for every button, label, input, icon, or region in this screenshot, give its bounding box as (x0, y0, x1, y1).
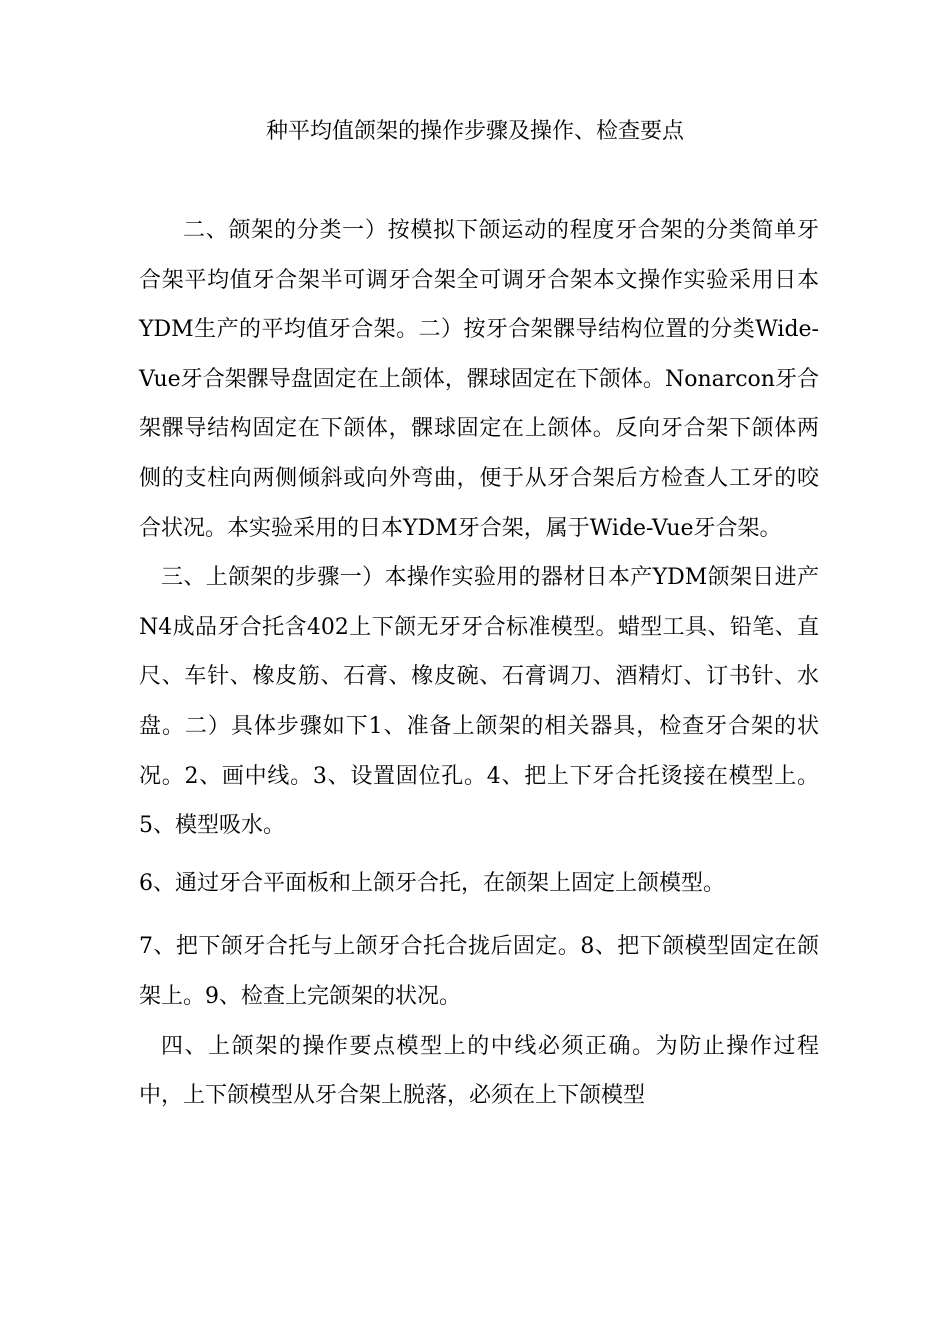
document-title: 种平均值颌架的操作步骤及操作、检查要点 (265, 119, 684, 144)
paragraph-key-points: 四、上颌架的操作要点模型上的中线必须正确。为防止操作过程中，上下颌模型从牙合架上脱落，必须在上下颌模型 (139, 1033, 819, 1109)
paragraph-step-7-9: 7、把下颌牙合托与上颌牙合托合拢后固定。8、把下颌模型固定在颌架上。9、检查上完颌架的状况。 (139, 934, 819, 1009)
paragraph-mounting-steps: 三、上颌架的步骤一）本操作实验用的器材日本产YDM颌架日进产N4成品牙合托含402上下颌无牙牙合标准模型。蜡型工具、铅笔、直尺、车针、橡皮筋、石膏、橡皮碗、石膏调刀、酒精灯、订书针、水盘。二）具体步骤如下1、准备上颌架的相关器具，检查牙合架的状况。2、画中线。3、设置固位孔。4、把上下牙合托烫接在模型上。5、模型吸水。 (139, 565, 819, 839)
paragraph-step-6: 6、通过牙合平面板和上颌牙合托，在颌架上固定上颌模型。 (139, 870, 725, 896)
paragraph-articulator-classification: 二、颌架的分类一）按模拟下颌运动的程度牙合架的分类简单牙合架平均值牙合架半可调牙合架全可调牙合架本文操作实验采用日本YDM生产的平均值牙合架。二）按牙合架髁导结构位置的分类Wide-Vue牙合架髁导盘固定在上颌体，髁球固定在下颌体。Nonarcon牙合架髁导结构固定在下颌体，髁球固定在上颌体。反向牙合架下颌体两侧的支柱向两侧倾斜或向外弯曲，便于从牙合架后方检查人工牙的咬合状况。本实验采用的日本YDM牙合架，属于Wide-Vue牙合架。 (139, 218, 819, 541)
document-body (139, 206, 819, 1121)
